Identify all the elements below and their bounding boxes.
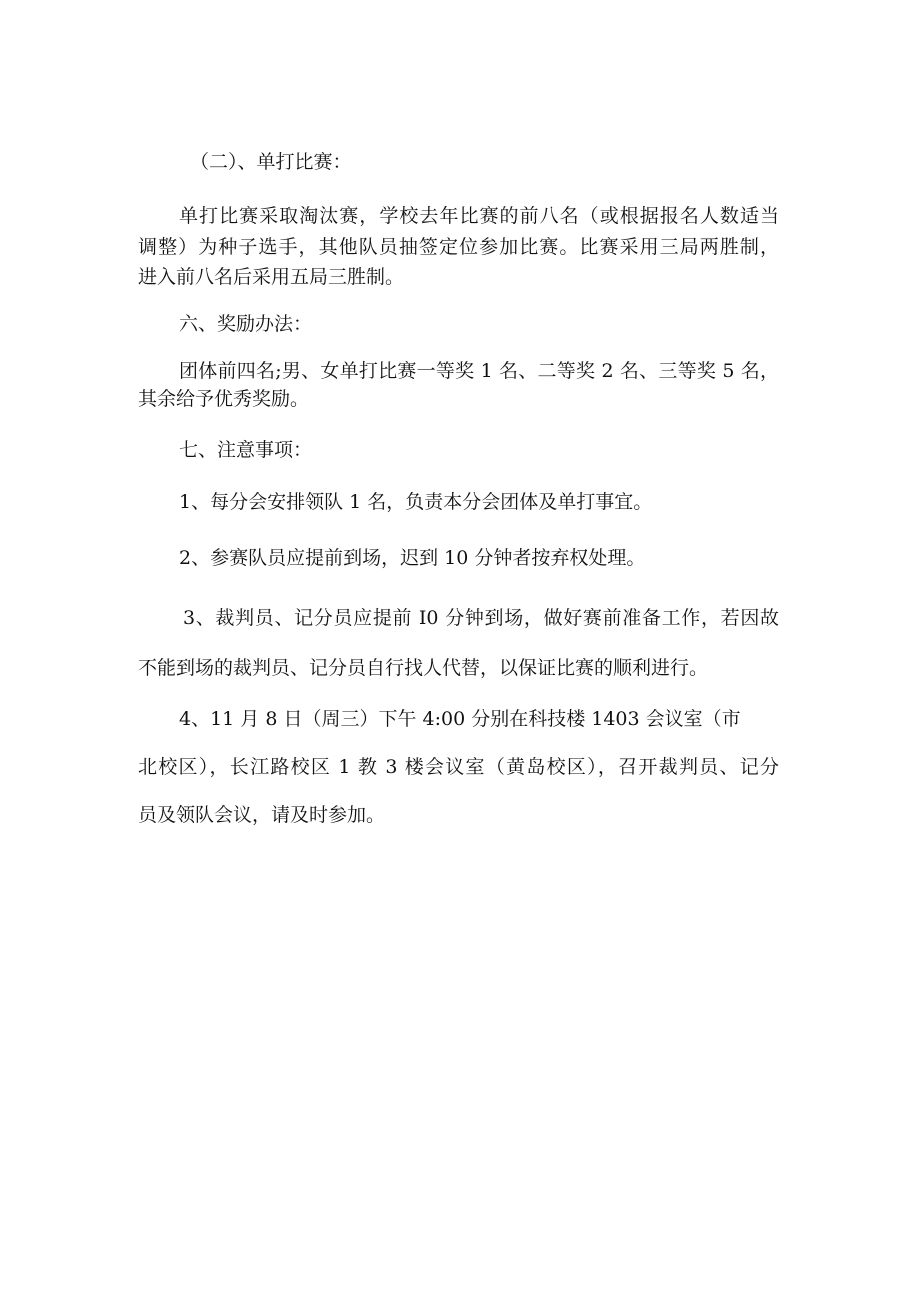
note-3-line-2: 不能到场的裁判员、记分员自行找人代替，以保证比赛的顺利进行。: [138, 657, 709, 679]
note-4-line-3: 员及领队会议，请及时参加。: [138, 804, 386, 826]
singles-para-line-1: 单打比赛采取淘汰赛，学校去年比赛的前八名（或根据报名人数适当: [179, 205, 779, 227]
note-4-line-1: 4、11 月 8 日（周三）下午 4:00 分别在科技楼 1403 会议室（市: [179, 708, 741, 730]
note-4-line-2: 北校区），长江路校区 1 教 3 楼会议室（黄岛校区），召开裁判员、记分: [138, 756, 779, 778]
singles-heading: （二）、单打比赛：: [190, 151, 352, 173]
singles-para-line-2: 调整）为种子选手，其他队员抽签定位参加比赛。比赛采用三局两胜制，: [138, 236, 779, 258]
note-2: 2、参赛队员应提前到场，迟到 10 分钟者按弃权处理。: [179, 547, 646, 569]
notes-heading: 七、注意事项：: [179, 439, 313, 461]
awards-para-line-1: 团体前四名;男、女单打比赛一等奖 1 名、二等奖 2 名、三等奖 5 名，: [179, 360, 779, 382]
note-1: 1、每分会安排领队 1 名，负责本分会团体及单打事宜。: [179, 491, 653, 513]
note-3-line-1: 3、裁判员、记分员应提前 I0 分钟到场，做好赛前准备工作，若因故: [183, 607, 779, 629]
awards-para-line-2: 其余给予优秀奖励。: [138, 388, 310, 410]
singles-para-line-3: 进入前八名后采用五局三胜制。: [138, 266, 405, 288]
awards-heading: 六、奖励办法：: [179, 313, 313, 335]
